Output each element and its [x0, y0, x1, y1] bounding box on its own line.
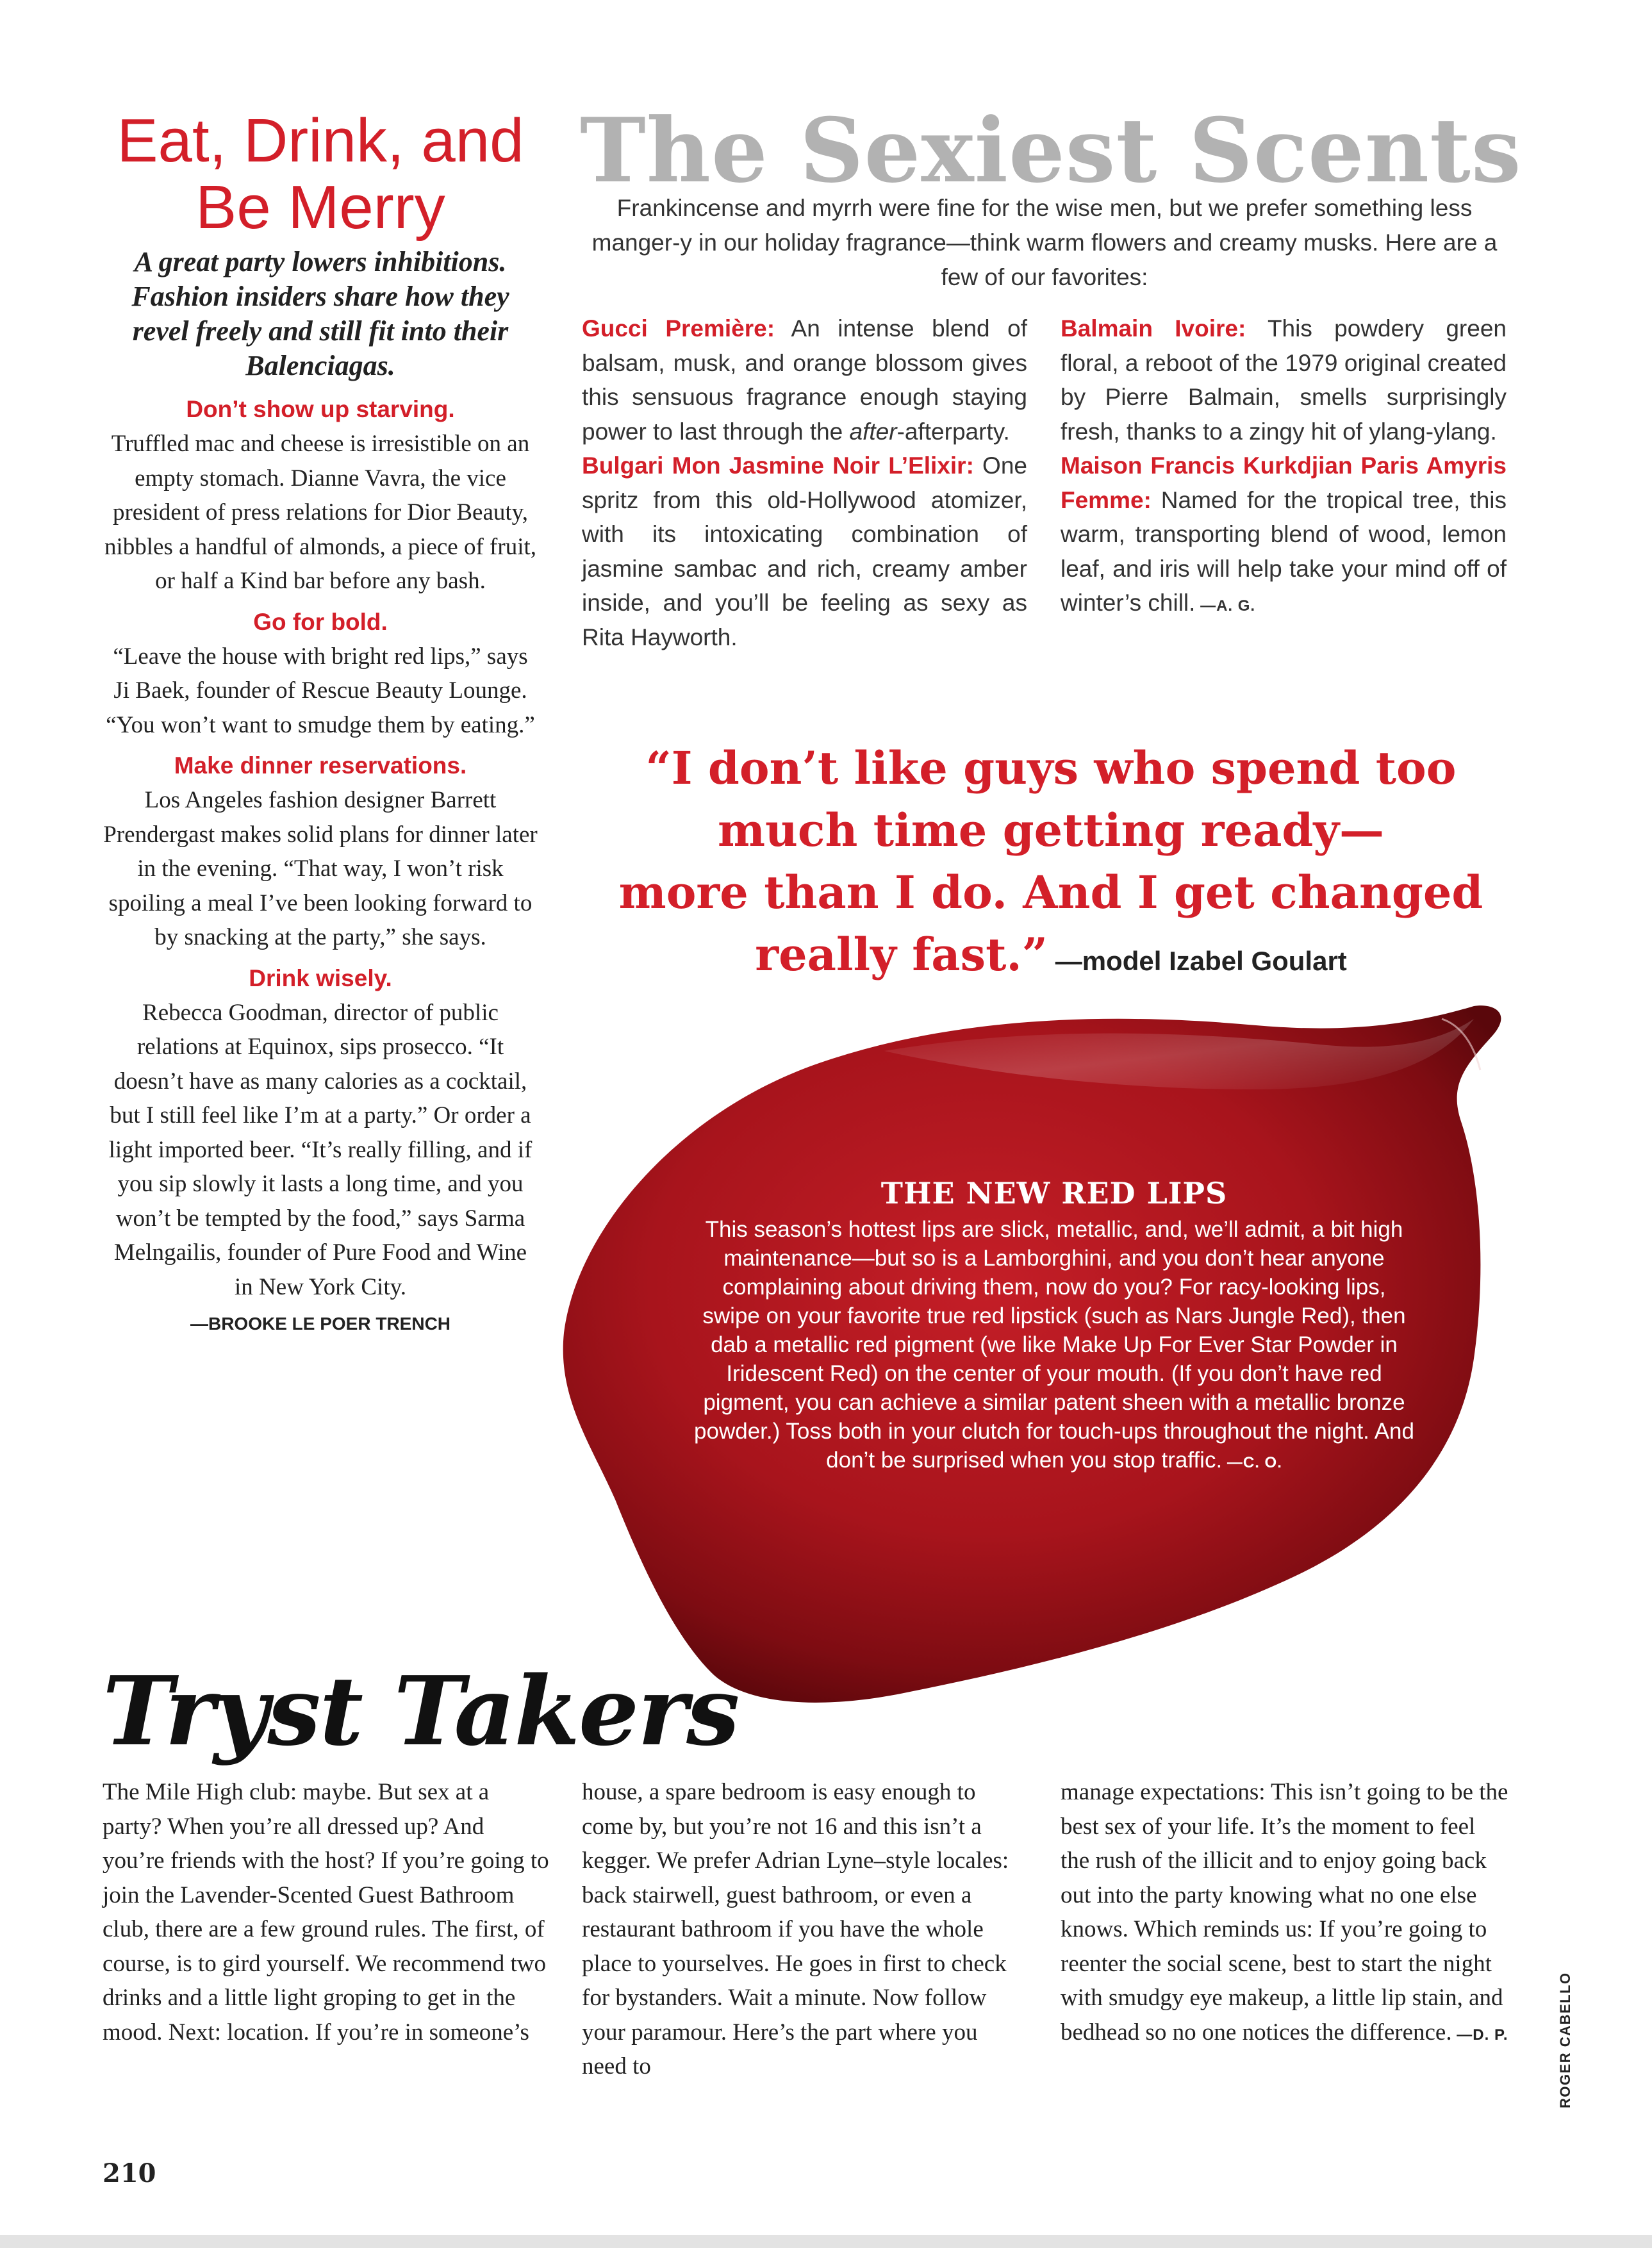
tip-body: “Leave the house with bright red lips,” says Ji Baek, founder of Rescue Beauty Lounge. “You won’t want to smudge them by eating.”	[106, 643, 535, 738]
scent-emphasis: after	[849, 418, 897, 445]
tryst-column-2: house, a spare bedroom is easy enough to come by, but you’re not 16 and this isn’t a kegger. We prefer Adrian Lyne–style locales: back stairwell, guest bathroom, or even a restaurant bathroom if you have the whole place to yourselves. He goes in first to check for bystanders. Wait a minute. Now follow your paramour. Here’s the part where you need to	[582, 1779, 1009, 2079]
page-number: 210	[103, 2158, 156, 2188]
red-lips-body	[692, 1215, 1416, 1477]
scent-description: One spritz from this old-Hollywood atomizer, with its intoxicating combination of jasmine sambac and rich, creamy amber inside, and you’ll be feeling as sexy as Rita Hayworth.	[582, 452, 1027, 650]
scents-column-right	[1061, 311, 1507, 624]
scent-description: An intense blend of balsam, musk, and orange blossom gives this sensuous fragrance enough staying power to last through the	[582, 315, 1027, 445]
scents-title: The Sexiest Scents	[580, 98, 1522, 202]
tip-body: Truffled mac and cheese is irresistible on an empty stomach. Dianne Vavra, the vice president of press relations for Dior Beauty, nibbles a handful of almonds, a piece of fruit, or half a Kind bar before any bash.	[104, 431, 537, 594]
scent-name: Gucci Première:	[582, 315, 775, 342]
tip-heading: Drink wisely.	[249, 964, 392, 991]
eat-drink-title-line1: Eat, Drink, and	[117, 106, 524, 175]
quote-line: really fast.”	[755, 928, 1048, 981]
scent-description: This powdery green floral, a reboot of the 1979 original created by Pierre Balmain, smells surprisingly fresh, thanks to a zingy hit of ylang-ylang.	[1061, 315, 1507, 445]
eat-drink-column	[103, 108, 538, 1340]
red-lips-text: This season’s hottest lips are slick, metallic, and, we’ll admit, a bit high maintenance—but so is a Lamborghini, and you don’t hear anyone complaining about driving them, now do you? For racy-looking lips, swipe on your favorite true red lipstick (such as Nars Jungle Red), then dab a metallic red pigment (we like Make Up For Ever Star Powder in Iridescent Red) on the center of your mouth. (If you don’t have red pigment, you can achieve a similar patent sheen with a metallic bronze powder.) Toss both in your clutch for touch-ups throughout the night. And don’t be surprised when you stop traffic.	[694, 1217, 1414, 1473]
eat-drink-credit: —BROOKE LE POER TRENCH	[190, 1314, 451, 1334]
scent-name: Bulgari Mon Jasmine Noir L’Elixir:	[582, 452, 974, 479]
quote-line: much time getting ready—	[717, 804, 1385, 857]
tryst-column-1: The Mile High club: maybe. But sex at a party? When you’re all dressed up? And you’re friends with the host? If you’re going to join the Lavender-Scented Guest Bathroom club, there are a few ground rules. The first, of course, is to gird yourself. We recommend two drinks and a little light groping to get in the mood. Next: location. If you’re in someone’s	[103, 1779, 549, 2046]
tryst-column-3-text: manage expectations: This isn’t going to be the best sex of your life. It’s the moment to feel the rush of the illicit and to enjoy going back out into the party knowing what no one else knows. Which reminds us: If you’re going to reenter the social scene, best to start the night with smudgy eye makeup, a little lip stain, and bedhead so no one notices the difference.	[1061, 1779, 1508, 2046]
tip-heading: Make dinner reservations.	[174, 752, 467, 779]
scent-description-end: -afterparty.	[896, 418, 1010, 445]
scents-column-left	[582, 311, 1027, 654]
bottom-border	[0, 2235, 1652, 2248]
photo-credit: ROGER CABELLO	[1557, 1972, 1573, 2108]
scents-intro: Frankincense and myrrh were fine for the wise men, but we prefer something less manger-y in our holiday fragrance—think warm flowers and creamy musks. Here are a few of our favorites:	[591, 195, 1498, 290]
red-lips-heading: THE NEW RED LIPS	[880, 1176, 1228, 1211]
quote-line: more than I do. And I get changed	[618, 866, 1483, 919]
tryst-takers-title: Tryst Takers	[103, 1655, 739, 1767]
scents-credit: —A. G.	[1195, 597, 1256, 615]
tip-body: Los Angeles fashion designer Barrett Prendergast makes solid plans for dinner later in the evening. “That way, I won’t risk spoiling a meal I’ve been looking forward to by snacking at the party,” she says.	[103, 787, 538, 950]
tip-heading: Don’t show up starving.	[186, 396, 455, 422]
scent-item	[582, 449, 1027, 654]
quote-attribution: —model Izabel Goulart	[1048, 946, 1347, 976]
tip-heading: Go for bold.	[253, 608, 388, 635]
tip-body: Rebecca Goodman, director of public relations at Equinox, sips prosecco. “It doesn’t have as many calories as a cocktail, but I still feel like I’m at a party.” Or order a light imported beer. “It’s really filling, and if you sip slowly it lasts a long time, and you won’t be tempted by the food,” says Sarma Melngailis, founder of Pure Food and Wine in New York City.	[108, 999, 533, 1300]
quote-line: “I don’t like guys who spend too	[645, 741, 1457, 795]
scent-name: Balmain Ivoire:	[1061, 315, 1246, 342]
eat-drink-title	[103, 108, 538, 241]
scent-description: Named for the tropical tree, this warm, transporting blend of wood, lemon leaf, and iris will help take your mind off of winter’s chill.	[1061, 486, 1507, 616]
tryst-column-3	[1061, 1775, 1509, 2052]
scent-item	[1061, 311, 1507, 449]
red-lips-credit: —C. O.	[1222, 1454, 1282, 1471]
scent-item	[1061, 449, 1507, 624]
red-lips-box	[692, 1174, 1416, 1477]
tryst-credit: —D. P.	[1451, 2026, 1508, 2044]
eat-drink-deck: A great party lowers inhibitions. Fashion insiders share how they revel freely and still fit into their Balenciagas.	[131, 246, 509, 381]
scent-name: Maison Francis Kurkdjian Paris Amyris Femme:	[1061, 452, 1507, 513]
eat-drink-title-line2: Be Merry	[195, 173, 445, 242]
pull-quote	[564, 737, 1538, 992]
scent-item	[582, 311, 1027, 449]
